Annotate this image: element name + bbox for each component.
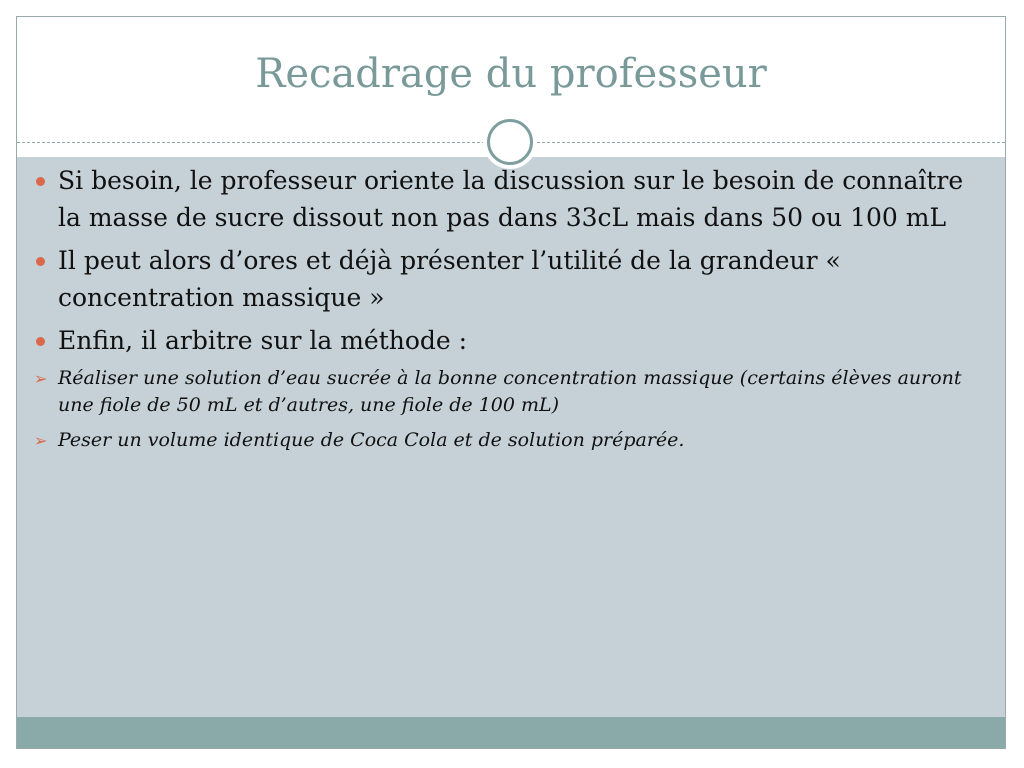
bullet-text: Si besoin, le professeur oriente la discussion sur le besoin de connaître la masse de sucre dissout non pas dans 33cL mais dans 50 ou 100 mL bbox=[58, 166, 964, 232]
bullet-item bbox=[34, 322, 964, 359]
bullet-text: Il peut alors d’ores et déjà présenter l’utilité de la grandeur « concentration massique » bbox=[58, 246, 841, 312]
round-bullet-icon bbox=[36, 177, 45, 186]
arrow-bullet-icon: ➢ bbox=[34, 369, 48, 388]
round-bullet-icon bbox=[36, 337, 45, 346]
bullet-item bbox=[34, 162, 964, 236]
bullet-item bbox=[34, 242, 964, 316]
sub-bullet-item bbox=[34, 365, 964, 419]
sub-bullet-text: Peser un volume identique de Coca Cola et de solution préparée. bbox=[58, 429, 685, 451]
sub-bullet-text: Réaliser une solution d’eau sucrée à la bonne concentration massique (certains élèves auront une fiole de 50 mL et d’autres, une fiole de 100 mL) bbox=[58, 367, 962, 416]
footer-bar bbox=[17, 717, 1005, 749]
round-bullet-icon bbox=[36, 257, 45, 266]
bullet-text: Enfin, il arbitre sur la méthode : bbox=[58, 326, 468, 355]
arrow-bullet-icon: ➢ bbox=[34, 431, 48, 450]
sub-bullet-item bbox=[34, 427, 964, 454]
slide-title: Recadrage du professeur bbox=[255, 51, 767, 97]
circle-ornament-icon bbox=[483, 115, 537, 169]
slide-body bbox=[34, 162, 964, 462]
circle-ornament-ring bbox=[487, 119, 533, 165]
